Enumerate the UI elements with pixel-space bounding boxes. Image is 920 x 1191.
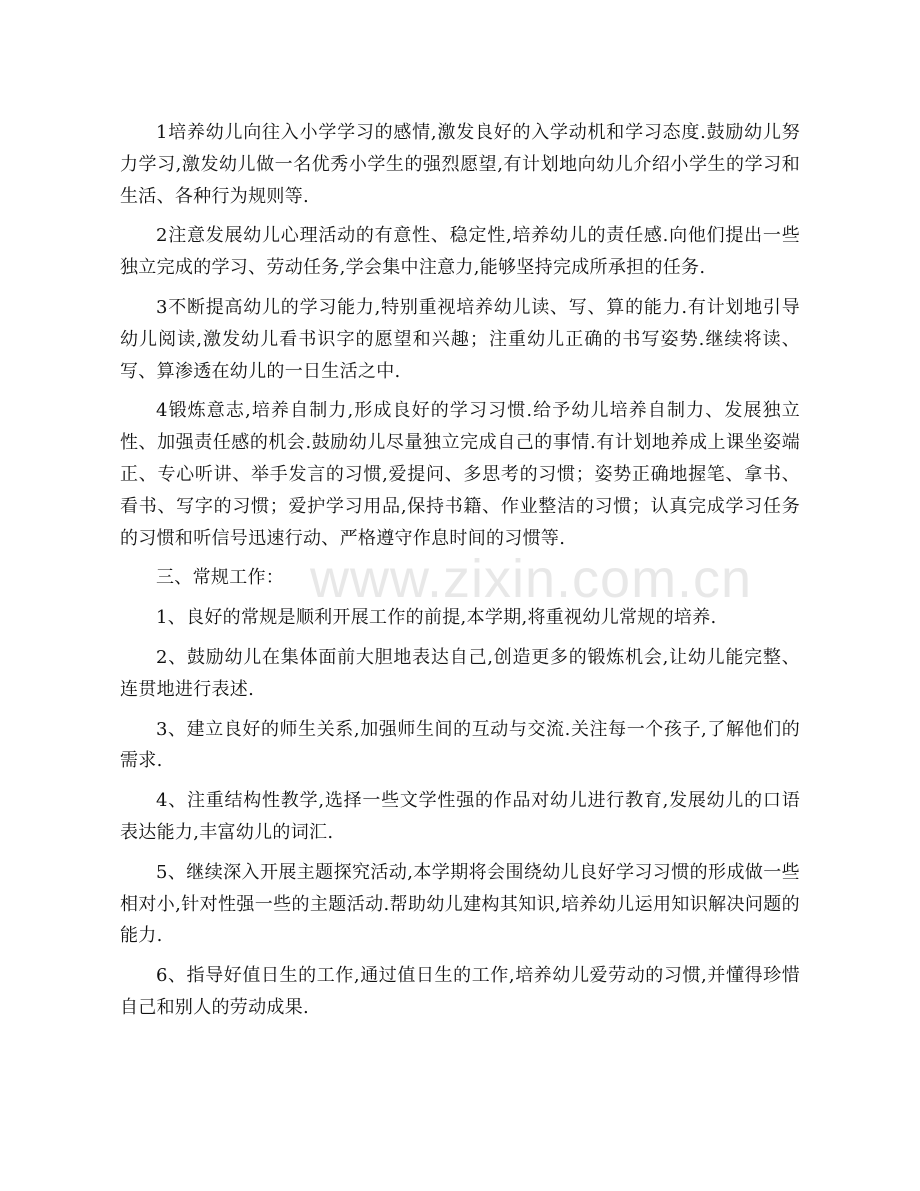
paragraph-routine-3: 3、建立良好的师生关系,加强师生间的互动与交流.关注每一个孩子,了解他们的需求. — [120, 718, 800, 772]
paragraph-routine-6: 6、指导好值日生的工作,通过值日生的工作,培养幼儿爱劳动的习惯,并懂得珍惜自己和别人的劳动成果. — [120, 965, 800, 1018]
watermark: www.zixin.com.cn — [310, 549, 753, 609]
paragraph-goal-1: 1培养幼儿向往入小学学习的感情,激发良好的入学动机和学习态度.鼓励幼儿努力学习,激发幼儿做一名优秀小学生的强烈愿望,有计划地向幼儿介绍小学生的学习和生活、各种行为规则等. — [120, 122, 800, 207]
paragraph-routine-1: 1、良好的常规是顺利开展工作的前提,本学期,将重视幼儿常规的培养. — [156, 607, 717, 629]
paragraph-routine-2: 2、鼓励幼儿在集体面前大胆地表达自己,创造更多的锻炼机会,让幼儿能完整、连贯地进行表述. — [120, 646, 800, 700]
section-heading-routine-work: 三、常规工作： — [156, 567, 285, 589]
paragraph-goal-3: 3不断提高幼儿的学习能力,特别重视培养幼儿读、写、算的能力.有计划地引导幼儿阅读,激发幼儿看书识字的愿望和兴趣；注重幼儿正确的书写姿势.继续将读、写、算渗透在幼儿的一日生活之中. — [120, 296, 800, 382]
paragraph-routine-5: 5、继续深入开展主题探究活动,本学期将会围绕幼儿良好学习习惯的形成做一些相对小,针对性强一些的主题活动.帮助幼儿建构其知识,培养幼儿运用知识解决问题的能力. — [120, 861, 800, 947]
paragraph-goal-2: 2注意发展幼儿心理活动的有意性、稳定性,培养幼儿的责任感.向他们提出一些独立完成的学习、劳动任务,学会集中注意力,能够坚持完成所承担的任务. — [120, 225, 800, 279]
paragraph-routine-4: 4、注重结构性教学,选择一些文学性强的作品对幼儿进行教育,发展幼儿的口语表达能力,丰富幼儿的词汇. — [120, 790, 800, 843]
paragraph-goal-4: 4锻炼意志,培养自制力,形成良好的学习习惯.给予幼儿培养自制力、发展独立性、加强责任感的机会.鼓励幼儿尽量独立完成自己的事情.有计划地养成上课坐姿端正、专心听讲、举手发言的习惯,爱提问、多思考的习惯；姿势正确地握笔、拿书、看书、写字的习惯；爱护学习用品,保持书籍、作业整洁的习惯；认真完成学习任务的习惯和听信号迅速行动、严格遵守作息时间的习惯等. — [120, 400, 800, 549]
